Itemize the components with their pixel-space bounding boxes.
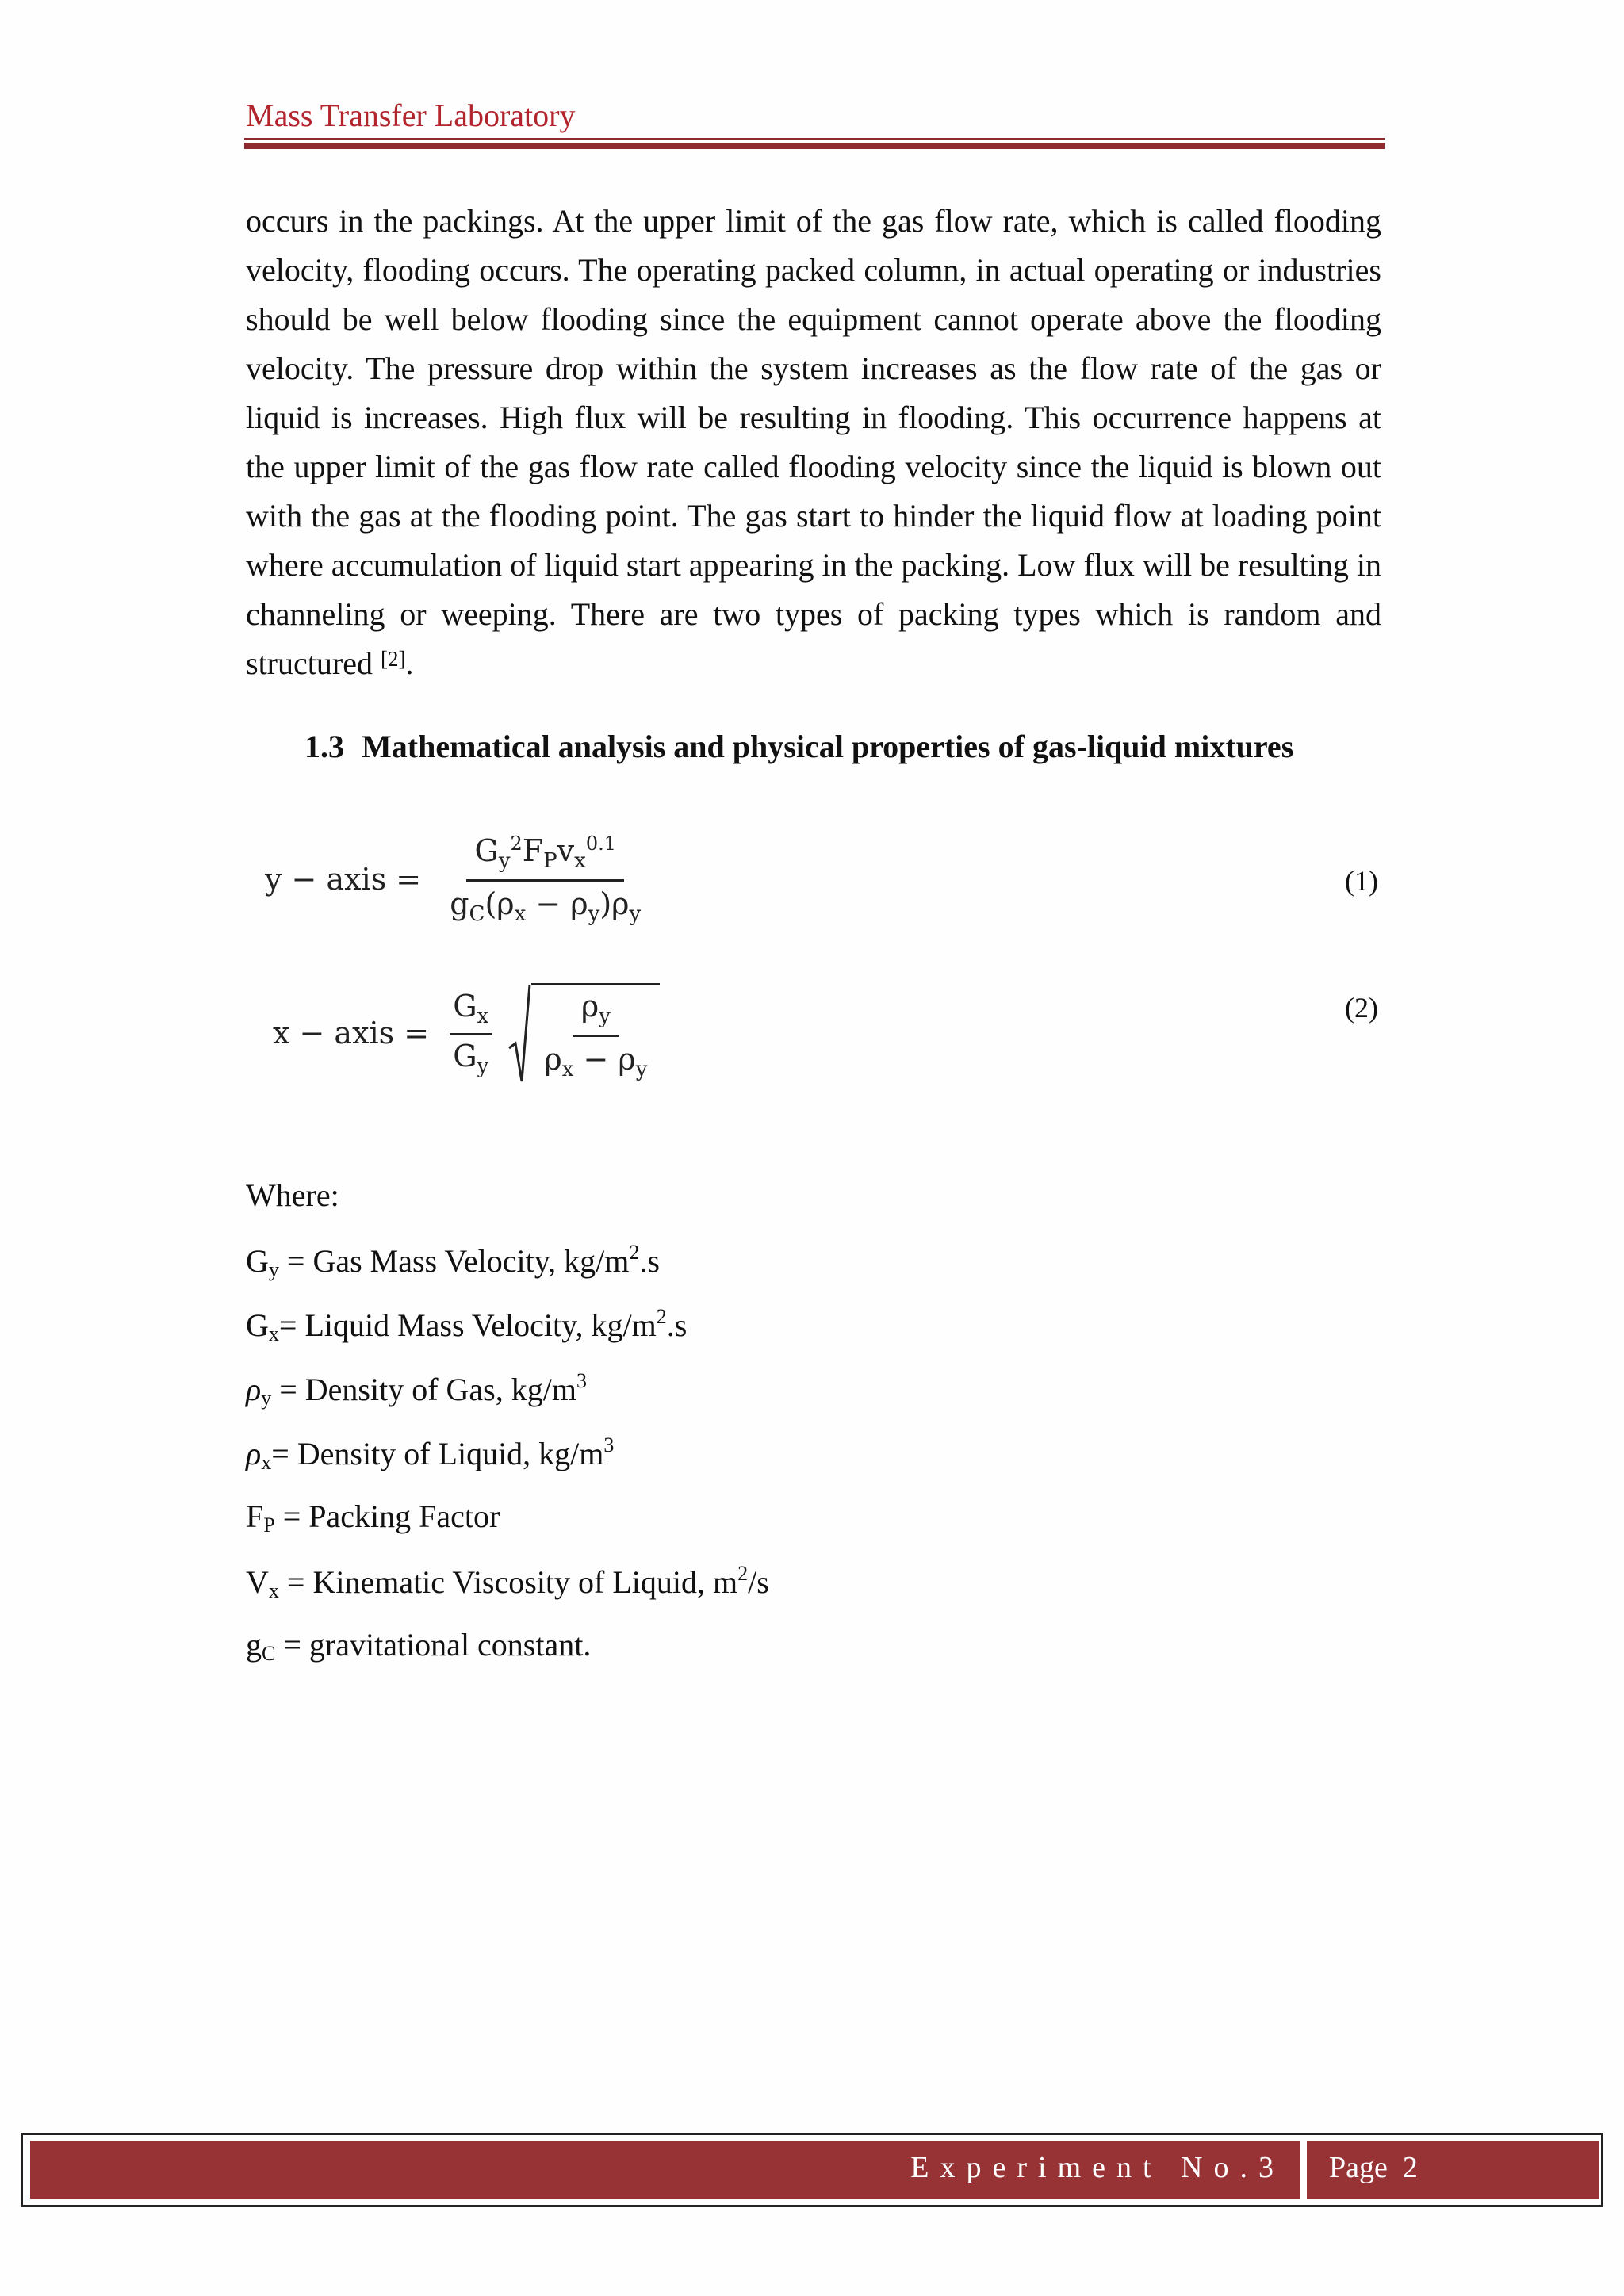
- equation-1-fraction: $\frac{G_y^2F_Pv_x^{0.1}}{g_C(\rho_x - \rho_y)\rho_y}$: [450, 832, 642, 926]
- definition-gy: $G_y$ = Gas Mass Velocity, $kg/m^2.s$: [246, 1241, 660, 1281]
- equation-2-label: (2): [1345, 992, 1378, 1024]
- equation-1-lhs: y − axis =: [265, 862, 422, 897]
- footer-experiment: Experiment No.3: [910, 2151, 1285, 2184]
- footer-divider: [1300, 2141, 1307, 2199]
- radical-sign-icon: [508, 982, 531, 1085]
- header-rule-thick: [244, 143, 1385, 149]
- definition-gx: $G_x=$ Liquid Mass Velocity, $kg/m^2.s$: [246, 1305, 688, 1345]
- paragraph-end: .: [405, 645, 414, 681]
- definition-gc: $g_C$ = gravitational constant.: [246, 1627, 592, 1665]
- square-root: $\frac{\rho_y}{\rho_x - \rho_y}$: [508, 982, 660, 1085]
- definition-rho-y: $\rho_y$ = Density of Gas, $kg/m^3$: [246, 1369, 587, 1410]
- definitions-list: [246, 1177, 769, 1690]
- header-title: Mass Transfer Laboratory: [246, 98, 576, 133]
- equation-2: [273, 982, 660, 1085]
- paragraph-text: occurs in the packings. At the upper limit of the gas flow rate, which is called flooding velocity, flooding occurs. The operating packed column, in actual operating or industries should be well below flooding since the equipment cannot operate above the flooding velocity. The pressure drop within the system increases as the flow rate of the gas or liquid is increases. High flux will be resulting in flooding. This occurrence happens at the upper limit of the gas flow rate called flooding velocity since the liquid is blown out with the gas at the flooding point. The gas start to hinder the liquid flow at loading point where accumulation of liquid start appearing in the packing. Low flux will be resulting in channeling or weeping. There are two types of packing types which is random and structured: [246, 203, 1381, 681]
- definition-rho-x: $\rho_x=$ Density of Liquid, $kg/m^3$: [246, 1433, 615, 1474]
- definition-fp: $F_P$ = Packing Factor: [246, 1498, 500, 1536]
- equation-2-fraction: $\frac{G_x}{G_y}$: [450, 989, 492, 1078]
- header-rule: [244, 138, 1385, 140]
- footer-page-number: Page 2: [1329, 2151, 1418, 2184]
- body-paragraph: [246, 197, 1381, 688]
- section-number: 1.3: [304, 729, 344, 764]
- definition-vx: $V_x$ = Kinematic Viscosity of Liquid, $m^2/s$: [246, 1562, 769, 1602]
- equation-1: [265, 832, 649, 926]
- definitions-intro: Where:: [246, 1177, 339, 1213]
- section-heading: [304, 728, 1293, 765]
- equation-1-label: (1): [1345, 865, 1378, 897]
- equation-2-lhs: x − axis =: [273, 1016, 430, 1050]
- citation: [2]: [380, 647, 406, 671]
- section-title: Mathematical analysis and physical properties of gas-liquid mixtures: [362, 729, 1294, 764]
